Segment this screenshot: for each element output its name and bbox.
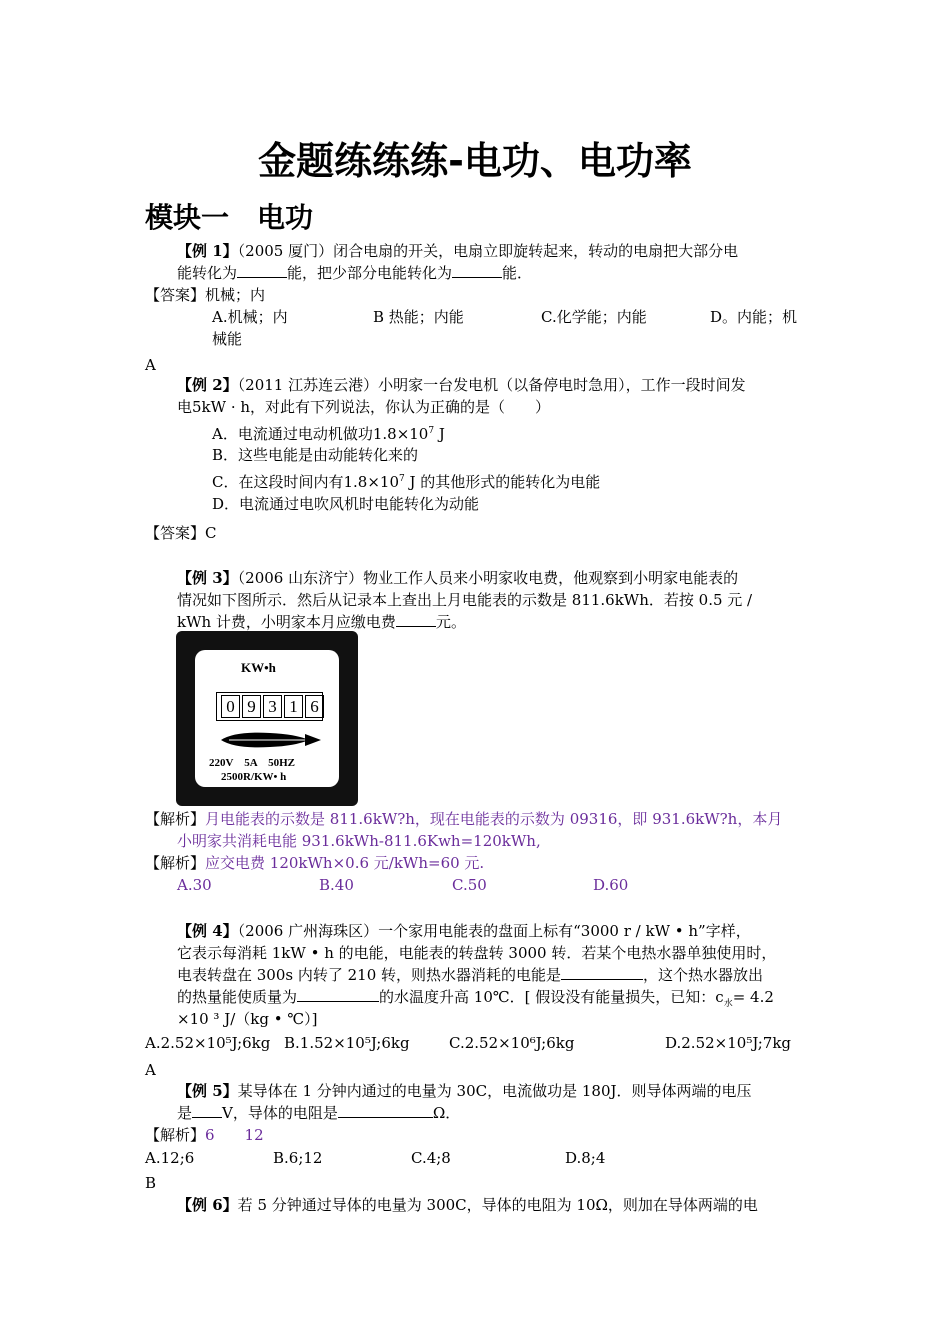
arrow-icon — [215, 730, 325, 750]
blank — [237, 263, 287, 278]
ex5-line2: 是 V，导体的电阻是 Ω． — [177, 1104, 461, 1122]
meter-face — [195, 650, 339, 787]
blank — [561, 965, 643, 980]
ex2-option-d: D．电流通过电吹风机时电能转化为动能 — [212, 495, 480, 513]
meter-digit: 9 — [242, 695, 261, 718]
ex3-analysis-2: 小明家共消耗电能 931.6kWh-811.6Kwh=120kWh, — [177, 832, 541, 850]
ex3-option-a: A.30 — [177, 876, 212, 894]
ex2-option-a: A．电流通过电动机做功$1.8\times 10^7$ J — [212, 425, 445, 443]
ex4-line4: 的热量能使质量为 的水温度升高 10℃．[ 假设没有能量损失，已知：$c_水= 4.2$ — [177, 988, 774, 1009]
ex5-option-a: A.12;6 — [145, 1149, 195, 1167]
ex6-label: 【例 6】 — [177, 1196, 238, 1214]
blank — [338, 1103, 433, 1118]
ex3-label: 【例 3】 — [177, 569, 238, 587]
meter-spec: 220V 5A 50HZ — [209, 757, 295, 769]
ex1-line1: 【例 1】（2005 厦门）闭合电扇的开关，电扇立即旋转起来，转动的电扇把大部分电 — [177, 242, 739, 260]
ex2-label: 【例 2】 — [177, 376, 238, 394]
ex6-line1: 【例 6】若 5 分钟通过导体的电量为 300C，导体的电阻为 10Ω，则加在导体两端的电 — [177, 1196, 758, 1214]
blank — [452, 263, 502, 278]
ex4-option-d: D.2.52×10⁵J;7kg — [665, 1034, 792, 1052]
ex3-option-c: C.50 — [452, 876, 487, 894]
ex1-option-d: D。内能；机 — [710, 308, 798, 326]
meter-digit: 0 — [221, 695, 240, 718]
blank — [192, 1103, 222, 1118]
ex1-option-a: A.机械；内 — [212, 308, 288, 326]
ex4-option-c: C.2.52×10⁶J;6kg — [449, 1034, 575, 1052]
ex5-option-d: D.8;4 — [565, 1149, 606, 1167]
electricity-meter — [176, 631, 358, 806]
ex1-option-c: C.化学能；内能 — [541, 308, 647, 326]
ex4-line2: 它表示每消耗 1kW • h 的电能，电能表的转盘转 3000 转．若某个电热水器单独使用时， — [177, 944, 777, 962]
module-heading: 模块一 电功 — [145, 201, 314, 234]
ex5-option-b: B.6;12 — [273, 1149, 323, 1167]
ex3-option-d: D.60 — [593, 876, 629, 894]
meter-revolutions: 2500R/KW• h — [221, 771, 287, 783]
ex2-line1: 【例 2】（2011 江苏连云港）小明家一台发电机（以备停电时急用），工作一段时间发 — [177, 376, 746, 394]
meter-digit: 6 — [305, 695, 324, 718]
ex4-key: A — [145, 1061, 156, 1079]
ex4-line5: ×10 ³ J/（kg • ℃）] — [177, 1010, 318, 1028]
ex2-answer: 【答案】C — [145, 524, 217, 542]
ex1-answer: 【答案】机械；内 — [145, 286, 266, 304]
blank — [396, 612, 436, 627]
ex4-option-a: A.2.52×10⁵J;6kg — [145, 1034, 271, 1052]
ex4-label: 【例 4】 — [177, 922, 238, 940]
meter-digit: 1 — [284, 695, 303, 718]
ex3-analysis-3: 【解析】应交电费 120kWh×0.6 元/kWh=60 元. — [145, 854, 485, 872]
ex1-option-b: B 热能；内能 — [373, 308, 464, 326]
ex1-label: 【例 1】 — [177, 242, 238, 260]
ex2-line2: 电5kW · h，对此有下列说法，你认为正确的是（ ） — [177, 398, 551, 416]
ex4-option-b: B.1.52×10⁵J;6kg — [284, 1034, 410, 1052]
ex5-key: B — [145, 1174, 157, 1192]
ex3-line2: 情况如下图所示．然后从记录本上查出上月电能表的示数是 811.6kWh．若按 0.5 元 / — [177, 591, 753, 609]
meter-unit: KW•h — [241, 660, 276, 675]
page-title: 金题练练练-电功、电功率 — [258, 139, 692, 183]
ex4-line3: 电表转盘在 300s 内转了 210 转，则热水器消耗的电能是 ，这个热水器放出 — [177, 966, 764, 984]
meter-digit: 3 — [263, 695, 282, 718]
ex3-line1: 【例 3】（2006 山东济宁）物业工作人员来小明家收电费，他观察到小明家电能表的 — [177, 569, 739, 587]
ex2-option-b: B．这些电能是由动能转化来的 — [212, 446, 419, 464]
blank — [297, 987, 379, 1002]
ex5-label: 【例 5】 — [177, 1082, 238, 1100]
meter-digits — [221, 695, 326, 718]
ex3-line3: kWh 计费，小明家本月应缴电费 元。 — [177, 613, 466, 631]
ex5-analysis: 【解析】6 12 — [145, 1126, 264, 1144]
ex3-option-b: B.40 — [319, 876, 354, 894]
ex5-line1: 【例 5】某导体在 1 分钟内通过的电量为 30C，电流做功是 180J．则导体两端的电压 — [177, 1082, 752, 1100]
ex4-line1: 【例 4】（2006 广州海珠区）一个家用电能表的盘面上标有“3000 r / kW • h”字样， — [177, 922, 751, 940]
ex1-key: A — [145, 356, 156, 374]
ex1-option-d-cont: 械能 — [212, 330, 243, 348]
ex2-option-c: C．在这段时间内有$1.8\times 10^7$ J 的其他形式的能转化为电能 — [212, 473, 601, 491]
ex1-line2: 能转化为 能，把少部分电能转化为 能． — [177, 264, 533, 282]
ex5-option-c: C.4;8 — [411, 1149, 451, 1167]
ex3-analysis-1: 【解析】月电能表的示数是 811.6kW?h，现在电能表的示数为 09316，即 931.6kW?h，本月 — [145, 810, 783, 828]
